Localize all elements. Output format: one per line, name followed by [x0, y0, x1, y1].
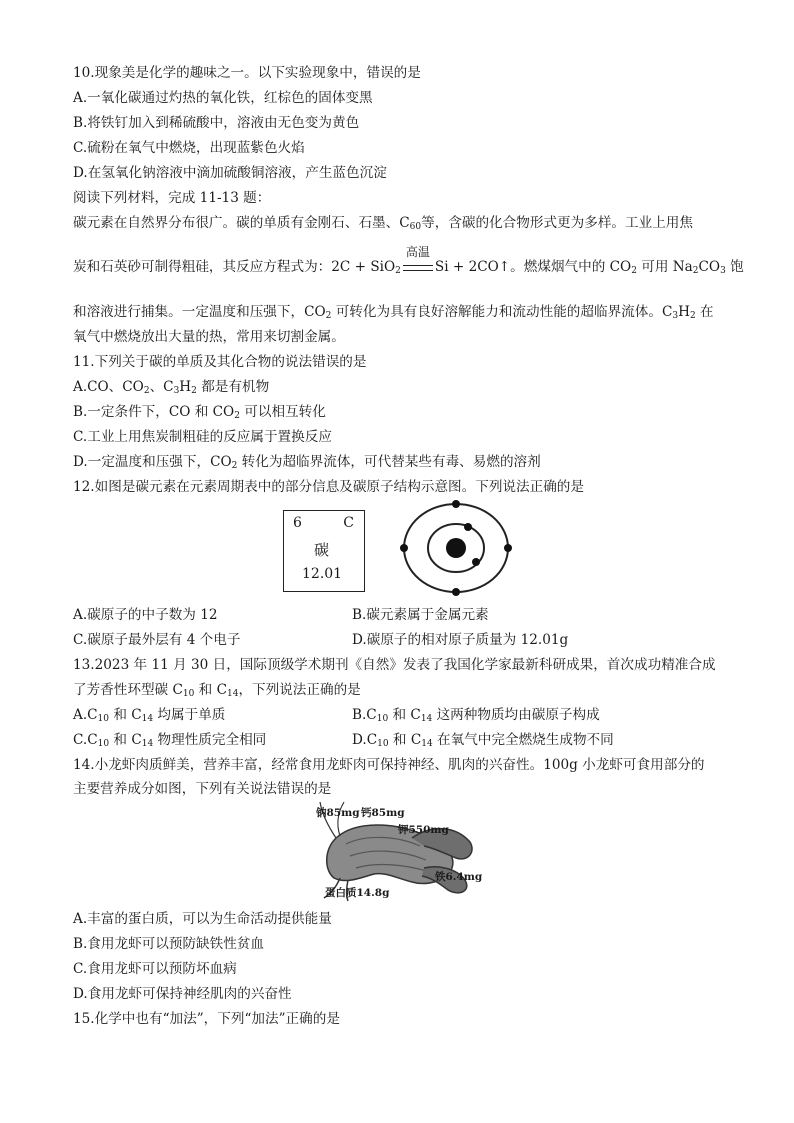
q10-option-a: A.一氧化碳通过灼热的氧化铁，红棕色的固体变黑 [73, 90, 373, 106]
q14-option-b: B.食用龙虾可以预防缺铁性贫血 [73, 936, 265, 952]
q14-option-c: C.食用龙虾可以预防坏血病 [73, 961, 237, 977]
electron [464, 523, 472, 531]
q11-stem: 11.下列关于碳的单质及其化合物的说法错误的是 [73, 354, 367, 370]
label-iron: 铁6.4mg [435, 871, 483, 883]
label-sodium: 钠85mg [316, 807, 360, 819]
electron [472, 558, 480, 566]
material-line-4: 氧气中燃烧放出大量的热，常用来切割金属。 [73, 329, 345, 345]
reaction-condition: 高温 [405, 245, 430, 259]
electron [452, 588, 460, 596]
electron [504, 544, 512, 552]
element-name: 碳 [314, 541, 330, 559]
q12-option-d: D.碳原子的相对原子质量为 12.01g [352, 632, 569, 648]
material-line-2: 炭和石英砂可制得粗硅，其反应方程式为：2C + SiO$_2$ 高温 Si + 2CO↑。燃煤烟气中的 $CO_2$ 可用 $Na_2CO_3$ 饱 [73, 245, 744, 276]
reaction-arrow [403, 245, 433, 276]
q14-option-d: D.食用龙虾可保持神经肌肉的兴奋性 [73, 986, 292, 1002]
carbon-atom-diagram [398, 500, 518, 596]
label-protein: 蛋白质14.8g [325, 887, 390, 899]
electron [400, 544, 408, 552]
q13-option-d: $D.C_{10}$ 和 $C_{14}$ 在氧气中完全燃烧生成物不同 [352, 732, 614, 749]
atomic-number: 6 [293, 515, 302, 531]
periodic-table-cell [283, 510, 365, 592]
q12-option-a: A.碳原子的中子数为 12 [73, 607, 218, 623]
q14-option-a: A.丰富的蛋白质，可以为生命活动提供能量 [73, 911, 332, 927]
q13-stem-line-2: 了芳香性环型碳 $C_{10}$ 和 $C_{14}$，下列说法正确的是 [73, 682, 361, 699]
q11-option-b: B.一定条件下，CO 和 $CO_2$ 可以相互转化 [73, 404, 326, 421]
q13-option-c: $C.C_{10}$ 和 $C_{14}$ 物理性质完全相同 [73, 732, 267, 749]
q12-stem: 12.如图是碳元素在元素周期表中的部分信息及碳原子结构示意图。下列说法正确的是 [73, 479, 584, 495]
label-potassium: 钾550mg [398, 824, 449, 836]
q15-stem: 15.化学中也有“加法”，下列“加法”正确的是 [73, 1011, 340, 1027]
label-calcium: 钙85mg [361, 807, 405, 819]
q12-option-b: B.碳元素属于金属元素 [352, 607, 489, 623]
q11-option-c: C.工业上用焦炭制粗硅的反应属于置换反应 [73, 429, 332, 445]
element-symbol: C [343, 515, 354, 531]
q11-option-d: D.一定温度和压强下，$CO_2$ 转化为超临界流体，可代替某些有毒、易燃的溶剂 [73, 454, 541, 471]
material-line-3: 和溶液进行捕集。一定温度和压强下，$CO_2$ 可转化为具有良好溶解能力和流动性能的超临界流体。$C_3H_2$ 在 [73, 304, 714, 321]
q10-option-b: B.将铁钉加入到稀硫酸中，溶液由无色变为黄色 [73, 115, 360, 131]
electron [452, 500, 460, 508]
atomic-mass: 12.01 [302, 566, 343, 582]
q14-stem-line-2: 主要营养成分如图，下列有关说法错误的是 [73, 781, 332, 797]
material-intro: 阅读下列材料，完成 11-13 题： [73, 190, 271, 206]
q13-stem-line-1: 13.2023 年 11 月 30 日，国际顶级学术期刊《自然》发表了我国化学家最新科研成果，首次成功精准合成 [73, 657, 716, 673]
q10-option-d: D.在氢氧化钠溶液中滴加硫酸铜溶液，产生蓝色沉淀 [73, 165, 387, 181]
q13-option-a: $A.C_{10}$ 和 $C_{14}$ 均属于单质 [73, 707, 226, 724]
q10-option-c: C.硫粉在氧气中燃烧，出现蓝紫色火焰 [73, 140, 305, 156]
q11-option-a: A.CO、$CO_2$、$C_3H_2$ 都是有机物 [73, 379, 270, 396]
q10-stem: 10.现象美是化学的趣味之一。以下实验现象中，错误的是 [73, 65, 421, 81]
material-line-1: 碳元素在自然界分布很广。碳的单质有金刚石、石墨、$C_{60}$等，含碳的化合物形式更为多样。工业上用焦 [73, 215, 693, 232]
q12-option-c: C.碳原子最外层有 4 个电子 [73, 632, 241, 648]
nucleus [446, 538, 466, 558]
q13-option-b: $B.C_{10}$ 和 $C_{14}$ 这两种物质均由碳原子构成 [352, 707, 600, 724]
q14-stem-line-1: 14.小龙虾肉质鲜美，营养丰富，经常食用龙虾肉可保持神经、肌肉的兴奋性。100g 小龙虾可食用部分的 [73, 757, 705, 773]
